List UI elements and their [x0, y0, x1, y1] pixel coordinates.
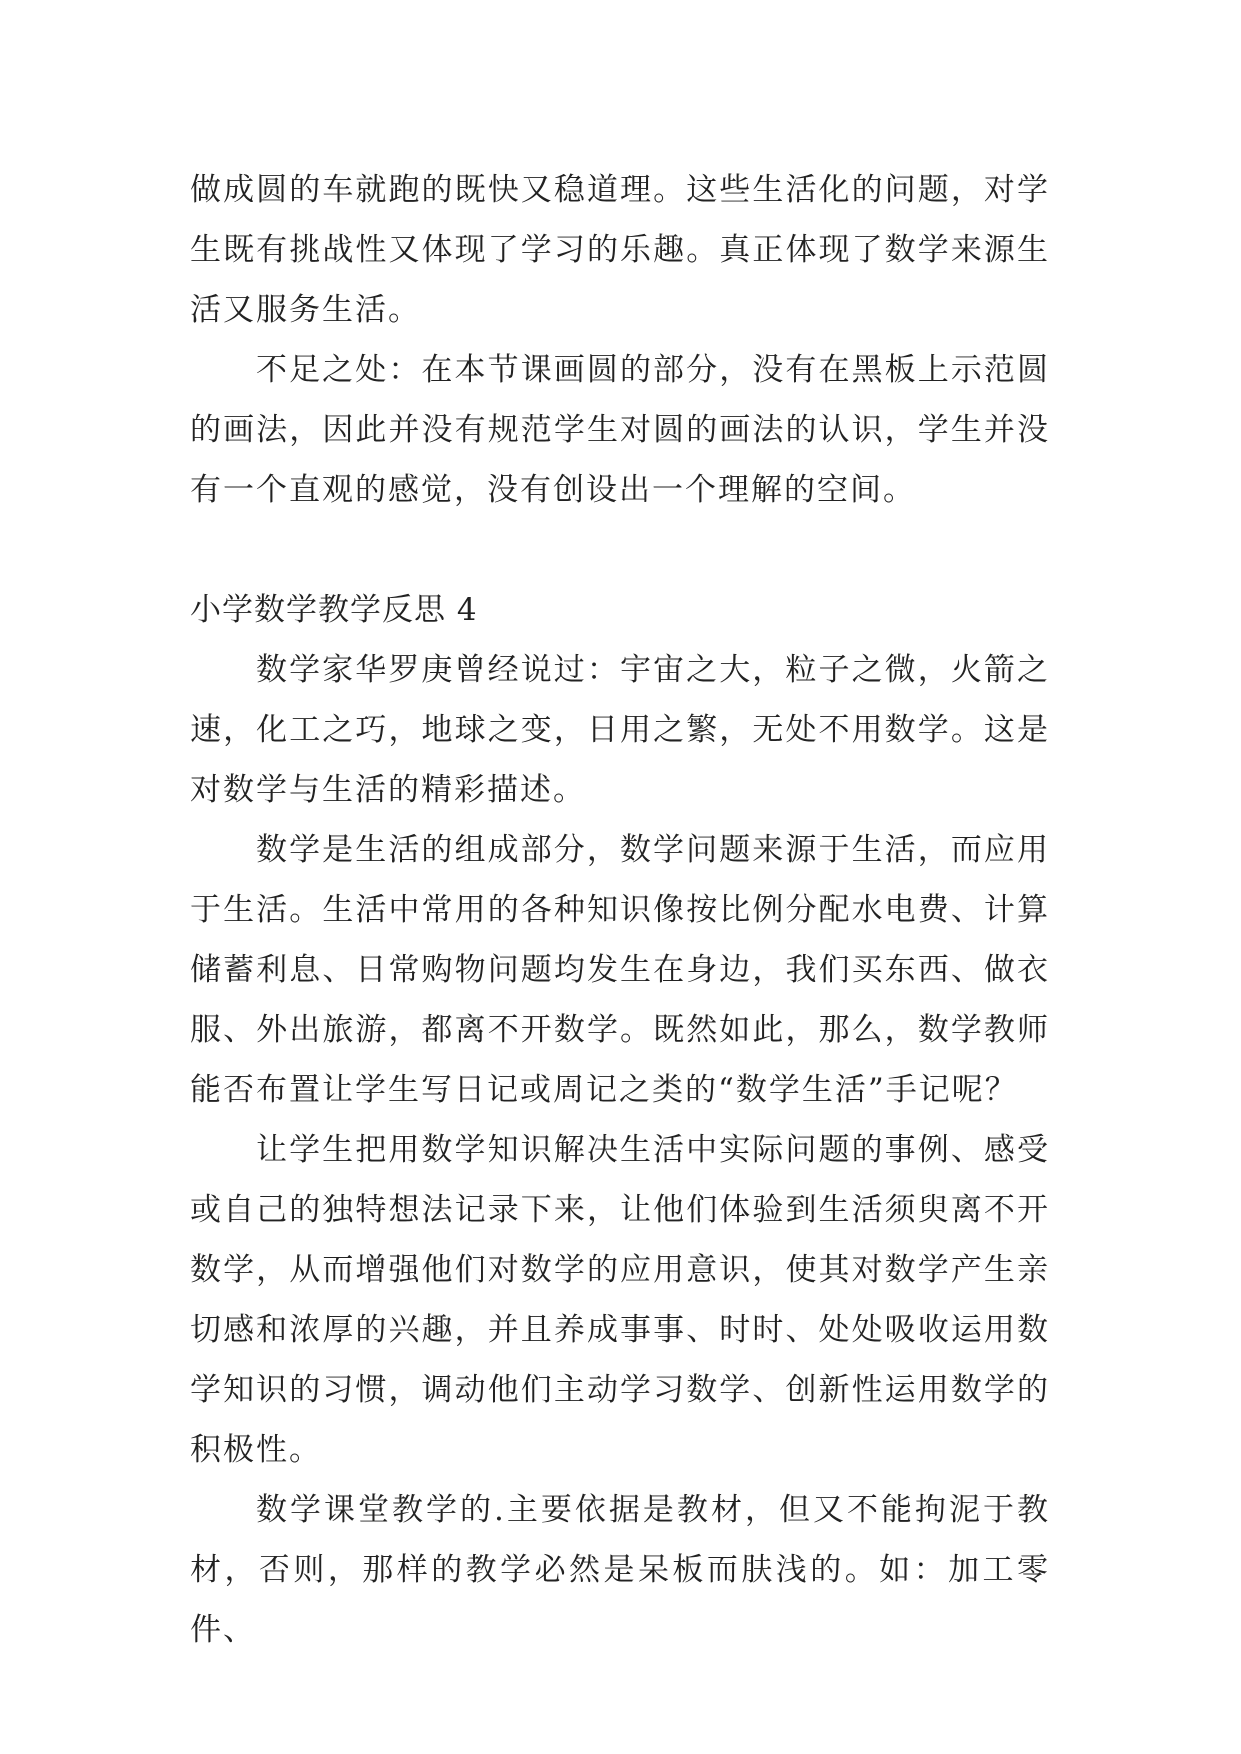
paragraph-textbook: 数学课堂教学的.主要依据是教材，但又不能拘泥于教材，否则，那样的教学必然是呆板而肤浅的。如：加工零件、 [190, 1492, 1050, 1648]
document-body [190, 160, 1050, 1660]
section-title: 小学数学教学反思 4 [190, 592, 478, 628]
paragraph-record: 让学生把用数学知识解决生活中实际问题的事例、感受或自己的独特想法记录下来，让他们体验到生活须臾离不开数学，从而增强他们对数学的应用意识，使其对数学产生亲切感和浓厚的兴趣，并且养成事事、时时、处处吸收运用数学知识的习惯，调动他们主动学习数学、创新性运用数学的积极性。 [190, 1132, 1050, 1468]
paragraph-math-life: 数学是生活的组成部分，数学问题来源于生活，而应用于生活。生活中常用的各种知识像按比例分配水电费、计算储蓄利息、日常购物问题均发生在身边，我们买东西、做衣服、外出旅游，都离不开数学。既然如此，那么，数学教师能否布置让学生写日记或周记之类的“数学生活”手记呢？ [190, 832, 1050, 1108]
section-spacer [190, 520, 1050, 580]
paragraph-quote: 数学家华罗庚曾经说过：宇宙之大，粒子之微，火箭之速，化工之巧，地球之变，日用之繁，无处不用数学。这是对数学与生活的精彩描述。 [190, 652, 1050, 808]
paragraph-shortcomings: 不足之处：在本节课画圆的部分，没有在黑板上示范圆的画法，因此并没有规范学生对圆的画法的认识，学生并没有一个直观的感觉，没有创设出一个理解的空间。 [190, 352, 1050, 508]
paragraph-continued: 做成圆的车就跑的既快又稳道理。这些生活化的问题，对学生既有挑战性又体现了学习的乐趣。真正体现了数学来源生活又服务生活。 [190, 172, 1050, 328]
